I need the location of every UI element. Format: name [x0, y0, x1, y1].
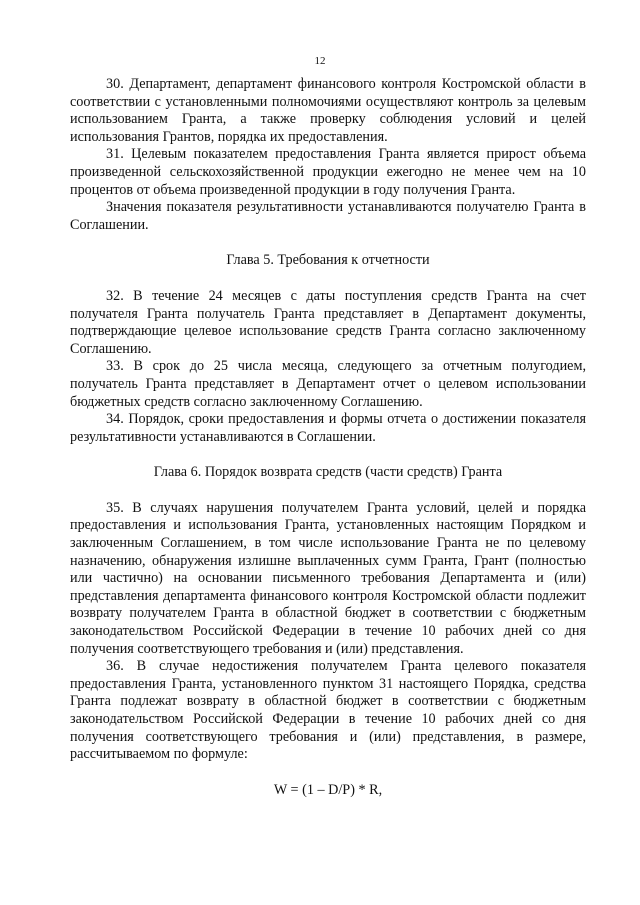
- formula: W = (1 – D/P) * R,: [273, 781, 383, 798]
- page-number: 12: [314, 55, 326, 67]
- paragraph-indicator-values: Значения показателя результативности устанавливаются получателю Гранта в Соглашении.: [70, 199, 586, 233]
- paragraph-34: 34. Порядок, сроки предоставления и формы отчета о достижении показателя результативности устанавливаются в Соглашении.: [70, 411, 586, 445]
- paragraph-32: 32. В течение 24 месяцев с даты поступления средств Гранта на счет получателя Гранта получатель Гранта представляет в Департамент документы, подтверждающие целевое использование средств Гранта согласно заключенному Соглашению.: [70, 287, 586, 357]
- paragraph-30: 30. Департамент, департамент финансового контроля Костромской области в соответствии с установленными полномочиями осуществляют контроль за целевым использованием Гранта, а также проверку соблюдения условий и целей использования Грантов, порядка их предоставления.: [70, 76, 586, 145]
- chapter-5-title: Глава 5. Требования к отчетности: [226, 252, 430, 269]
- paragraph-35: 35. В случаях нарушения получателем Гранта условий, целей и порядка предоставления и использования Гранта, установленных настоящим Порядком и заключенным Соглашением, в том числе использование Гранта не по целевому назначению, обнаружения излишне выплаченных сумм Гранта, Грант (полностью или частично) на основании письменного требования Департамента и (или) представления департамента финансового контроля Костромской области подлежит возврату получателем Гранта в областной бюджет в соответствии с бюджетным законодательством Российской Федерации в течение 10 рабочих дней со дня получения соответствующего требования и (или) представления.: [70, 499, 586, 657]
- paragraph-36: 36. В случае недостижения получателем Гранта целевого показателя предоставления Гранта, установленного пунктом 31 настоящего Порядка, средства Гранта подлежат возврату в областной бюджет в соответствии с бюджетным законодательством Российской Федерации в течение 10 рабочих дней со дня получения соответствующего требования и (или) представления, в размере, рассчитываемом по формуле:: [70, 658, 586, 763]
- paragraph-31: 31. Целевым показателем предоставления Гранта является прирост объема произведенной сельскохозяйственной продукции ежегодно не менее чем на 10 процентов от объема произведенной продукции в году получения Гранта.: [70, 146, 586, 198]
- paragraph-33: 33. В срок до 25 числа месяца, следующего за отчетным полугодием, получатель Гранта представляет в Департамент отчет о целевом использовании бюджетных средств согласно заключенному Соглашению.: [70, 358, 586, 410]
- chapter-6-title: Глава 6. Порядок возврата средств (части средств) Гранта: [153, 464, 503, 481]
- document-body: [70, 76, 586, 799]
